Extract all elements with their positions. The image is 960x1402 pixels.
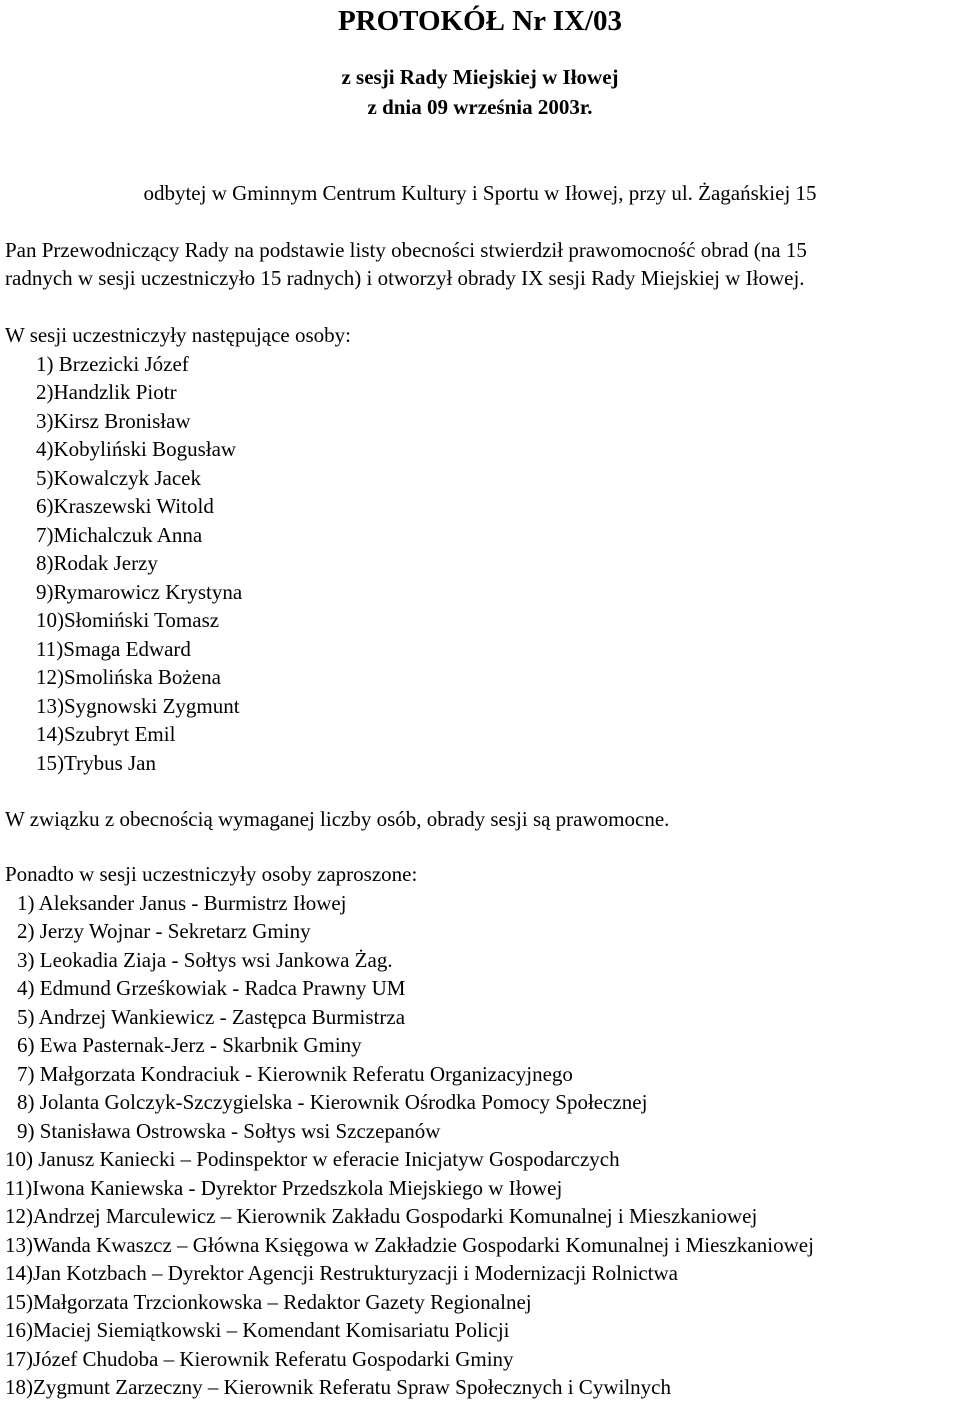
guest-item: 11)Iwona Kaniewska - Dyrektor Przedszkola Miejskiego w Iłowej [5,1175,563,1200]
guest-item: 1) Aleksander Janus - Burmistrz Iłowej [17,890,347,915]
session-subtitle: z sesji Rady Miejskiej w Iłowej [341,65,619,89]
guest-item: 12)Andrzej Marculewicz – Kierownik Zakładu Gospodarki Komunalnej i Mieszkaniowej [5,1204,758,1228]
guest-item: 10) Janusz Kaniecki – Podinspektor w eferacie Inicjatyw Gospodarczych [5,1147,620,1171]
attendee-item: 9)Rymarowicz Krystyna [36,579,243,604]
session-date: z dnia 09 września 2003r. [367,95,593,119]
guest-item: 8) Jolanta Golczyk-Szczygielska - Kierownik Ośrodka Pomocy Społecznej [17,1090,648,1114]
opening-line: Pan Przewodniczący Rady na podstawie listy obecności stwierdził prawomocność obrad (na 15 [5,238,807,262]
guest-item: 14)Jan Kotzbach – Dyrektor Agencji Restrukturyzacji i Modernizacji Rolnictwa [5,1261,678,1285]
attendee-item: 1) Brzezicki Józef [36,351,189,376]
attendee-item: 15)Trybus Jan [36,750,156,775]
document-title: PROTOKÓŁ Nr IX/03 [337,5,623,37]
guest-item: 7) Małgorzata Kondraciuk - Kierownik Referatu Organizacyjnego [17,1061,573,1086]
attendee-item: 6)Kraszewski Witold [36,494,214,518]
guest-item: 5) Andrzej Wankiewicz - Zastępca Burmistrza [17,1004,406,1029]
attendee-item: 3)Kirsz Bronisław [36,408,191,433]
attendee-item: 8)Rodak Jerzy [36,551,158,575]
attendee-item: 5)Kowalczyk Jacek [36,465,202,490]
guest-item: 6) Ewa Pasternak-Jerz - Skarbnik Gminy [17,1033,362,1057]
attendee-item: 7)Michalczuk Anna [36,522,203,547]
guest-item: 15)Małgorzata Trzcionkowska – Redaktor Gazety Regionalnej [5,1289,532,1314]
guest-item: 17)Józef Chudoba – Kierownik Referatu Gospodarki Gminy [5,1346,514,1371]
attendee-item: 10)Słomiński Tomasz [36,608,220,632]
opening-paragraph [5,236,960,292]
guest-item: 3) Leokadia Ziaja - Sołtys wsi Jankowa Żag. [17,947,393,972]
guests-section [5,860,960,1402]
guest-item: 2) Jerzy Wojnar - Sekretarz Gminy [17,919,311,943]
session-location: odbytej w Gminnym Centrum Kultury i Sportu w Iłowej, przy ul. Żagańskiej 15 [143,181,817,205]
guests-heading: Ponadto w sesji uczestniczyły osoby zaproszone: [5,862,418,886]
opening-line: radnych w sesji uczestniczyło 15 radnych) i otworzył obrady IX sesji Rady Miejskiej w Iłowej. [5,266,805,290]
guest-item: 18)Zygmunt Zarzeczny – Kierownik Referatu Spraw Społecznych i Cywilnych [5,1375,671,1399]
attendee-item: 14)Szubryt Emil [36,722,176,746]
quorum-statement: W związku z obecnością wymaganej liczby osób, obrady sesji są prawomocne. [5,807,670,831]
guest-item: 16)Maciej Siemiątkowski – Komendant Komisariatu Policji [5,1318,510,1342]
attendees-section [5,321,351,777]
guest-item: 9) Stanisława Ostrowska - Sołtys wsi Szczepanów [17,1118,441,1143]
attendees-heading: W sesji uczestniczyły następujące osoby: [5,323,352,347]
attendee-item: 2)Handzlik Piotr [36,380,177,404]
attendee-item: 13)Sygnowski Zygmunt [36,693,240,718]
guest-item: 4) Edmund Grześkowiak - Radca Prawny UM [17,976,406,1000]
attendee-item: 11)Smaga Edward [36,636,191,661]
guest-item: 13)Wanda Kwaszcz – Główna Księgowa w Zakładzie Gospodarki Komunalnej i Mieszkaniowej [5,1232,814,1257]
attendee-item: 4)Kobyliński Bogusław [36,437,237,461]
attendee-item: 12)Smolińska Bożena [36,665,221,689]
